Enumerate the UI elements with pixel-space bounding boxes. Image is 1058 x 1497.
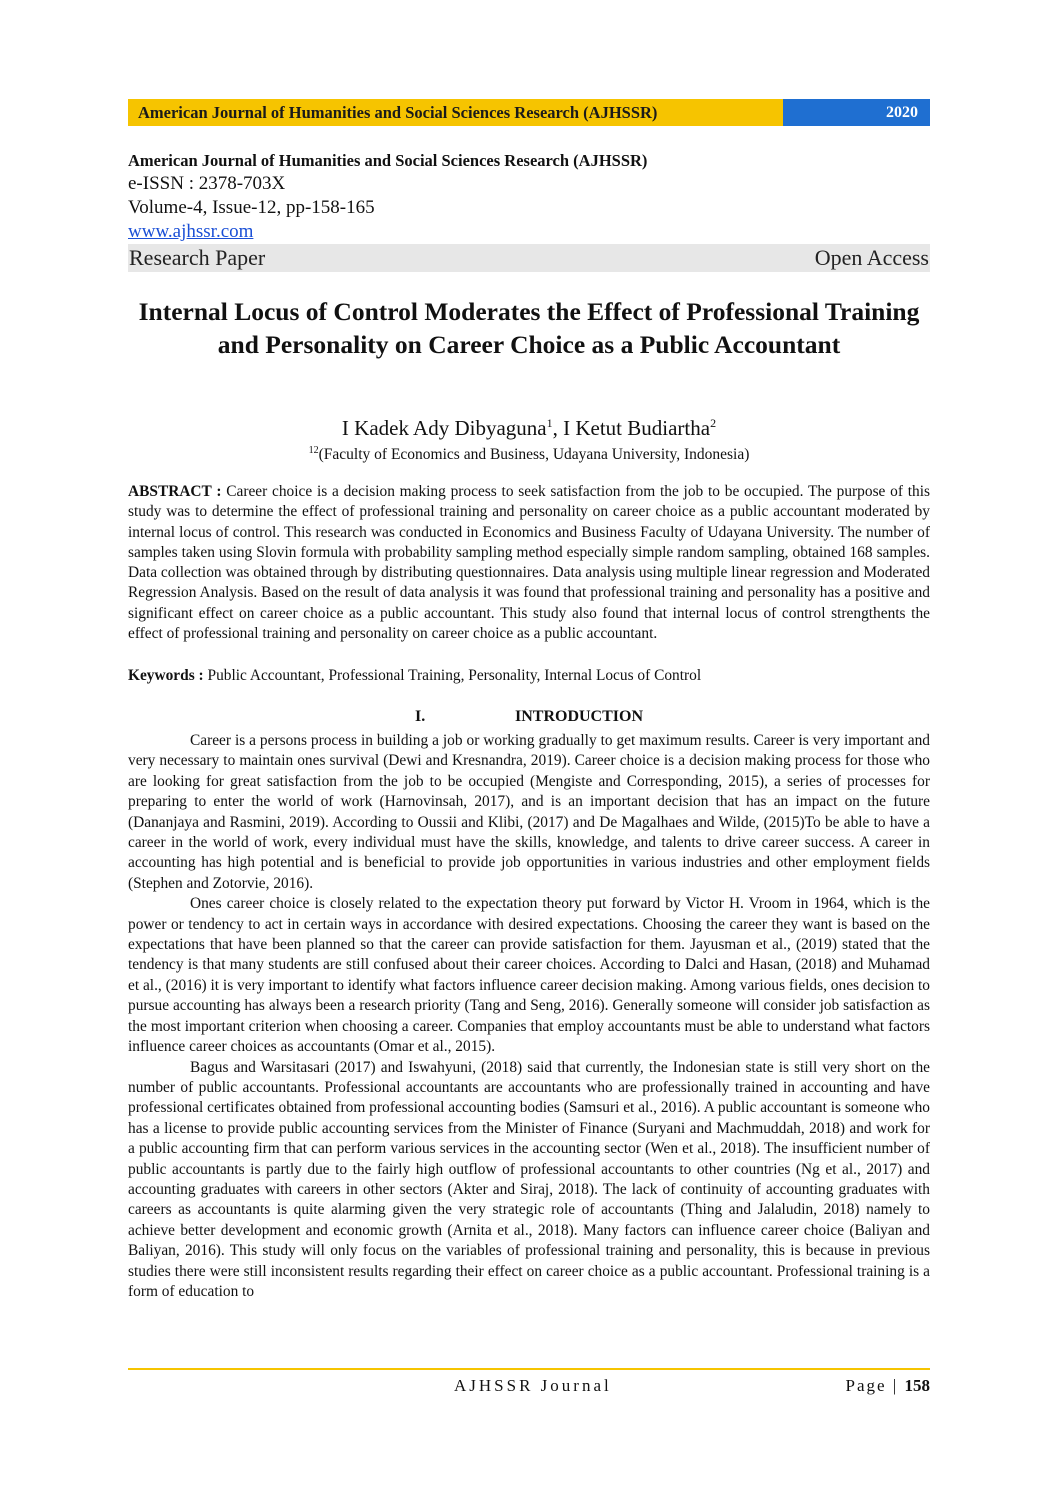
access-type: Open Access: [814, 245, 929, 270]
paragraph: Ones career choice is closely related to the expectation theory put forward by Victor H. Vroom in 1964, which is the power or tendency to act in certain ways in accordance with desired expectations. Choosing the career they want is based on the expectations that have been planned so that the career can provide satisfaction for them. Jayusman et al., (2019) stated that the tendency is that many students are still confused about their career choices. According to Dalci and Hasan, (2018) and Muhamad et al., (2016) it is very important to identify what factors influence career decision making. Among various fields, ones decision to pursue accounting has always been a research priority (Tang and Seng, 2016). Generally someone will consider job satisfaction as the most important criterion when choosing a career. Companies that employ accountants must be able to understand what factors influence career choices as accountants (Omar et al., 2015).: [128, 895, 930, 1056]
page-number: 158: [904, 1376, 930, 1395]
journal-meta: [128, 149, 930, 244]
author-name: I Ketut Budiartha: [563, 416, 711, 440]
journal-url-link[interactable]: www.ajhssr.com: [128, 221, 254, 242]
paper-type: Research Paper: [129, 245, 266, 270]
header-journal-name: American Journal of Humanities and Social Sciences Research (AJHSSR): [128, 99, 783, 126]
section-heading: [128, 707, 930, 727]
page-footer: [128, 1376, 930, 1398]
affiliation-mark: 12: [308, 445, 319, 456]
keywords: [128, 666, 930, 686]
keywords-label: Keywords :: [128, 667, 208, 684]
abstract-label: ABSTRACT :: [128, 483, 227, 500]
issn: e-ISSN : 2378-703X: [128, 173, 286, 194]
author-name: I Kadek Ady Dibyaguna: [341, 416, 547, 440]
header-year: 2020: [783, 99, 930, 126]
abstract: [128, 482, 930, 644]
paragraph: Bagus and Warsitasari (2017) and Iswahyuni, (2018) said that currently, the Indonesian state is still very short on the number of public accountants. Professional accountants are accountants who are professionally trained in accounting and have professional certificates obtained from professional accounting bodies (Samsuri et al., 2016). A public accountant is someone who has a license to provide public accounting services from the Minister of Finance (Suryani and Machmuddah, 2018) and work for a public accounting firm that can perform various services in the accounting sector (Wen et al., 2018). The insufficient number of public accountants is partly due to the fairly high outflow of professional accountants to other countries (Ng et al., 2017) and accounting graduates with careers in other sectors (Akter and Siraj, 2018). The lack of continuity of accounting graduates with careers as accountants is quite alarming given the very strategic role of accountants (Thing and Jalaludin, 2018) namely to achieve better development and economic growth (Arnita et al., 2018). Many factors can influence career choice (Baliyan and Baliyan, 2016). This study will only focus on the variables of professional training and personality, this is because in previous studies there were still inconsistent results regarding their effect on career choice as a public accountant. Professional training is a form of education to: [128, 1058, 930, 1300]
footer-rule: [128, 1368, 930, 1370]
paper-title: Internal Locus of Control Moderates the Effect of Professional Training and Personality on Career Choice as a Public Accountant: [138, 297, 920, 359]
paper-type-row: [128, 244, 930, 272]
journal-name: American Journal of Humanities and Social Sciences Research (AJHSSR): [128, 151, 648, 170]
paragraph: Career is a persons process in building a job or working gradually to get maximum results. Career is very important and very necessary to maintain ones survival (Dewi and Kresnandra, 2019). Career choice is a decision making process for those who are looking for great satisfaction from the job to be occupied (Mengiste and Corresponding, 2015), a series of processes for preparing to enter the world of work (Harnovinsah, 2017), and is an important decision that has an impact on the future (Dananjaya and Rasmini, 2019). According to Oussii and Klibi, (2017) and De Magalhaes and Wilde, (2015)To be able to have a career in the world of work, every individual must have the skills, knowledge, and talents to drive career success. A career in accounting has high potential and is beneficial to provide job opportunities in various industries and other employment fields (Stephen and Zotorvie, 2016).: [128, 732, 930, 892]
footer-page: [846, 1376, 930, 1396]
abstract-text: Career choice is a decision making process to seek satisfaction from the job to be occupied. The purpose of this study was to determine the effect of professional training and personality on career choice as a public accountant moderated by internal locus of control. This research was conducted in Economics and Business Faculty of Udayana University. The number of samples taken using Slovin formula with probability sampling method especially simple random sampling, obtained 168 samples. Data collection was obtained through by distributing questionnaires. Data analysis using multiple linear regression and Moderated Regression Analysis. Based on the result of data analysis it was found that professional training and personality has a positive and significant effect on career choice as a public accountant. This study also found that internal locus of control strengthents the effect of professional training and personality on career choice as a public accountant.: [128, 483, 930, 643]
footer-journal: AJHSSR Journal: [454, 1376, 612, 1395]
section-title: INTRODUCTION: [514, 708, 643, 725]
page-label: Page |: [845, 1376, 905, 1395]
affiliation-text: (Faculty of Economics and Business, Udayana University, Indonesia): [318, 446, 750, 464]
volume-issue: Volume-4, Issue-12, pp-158-165: [128, 197, 375, 218]
section-number: I.: [414, 708, 426, 725]
affiliation: [128, 441, 930, 465]
keywords-text: Public Accountant, Professional Training, Personality, Internal Locus of Control: [207, 667, 702, 684]
author-affiliation-mark: 2: [710, 416, 717, 430]
author-line: [128, 410, 930, 441]
running-header: [128, 99, 930, 126]
introduction-body: [128, 731, 930, 1302]
author-separator: ,: [552, 416, 564, 440]
author-affiliation-mark: 1: [546, 416, 553, 430]
